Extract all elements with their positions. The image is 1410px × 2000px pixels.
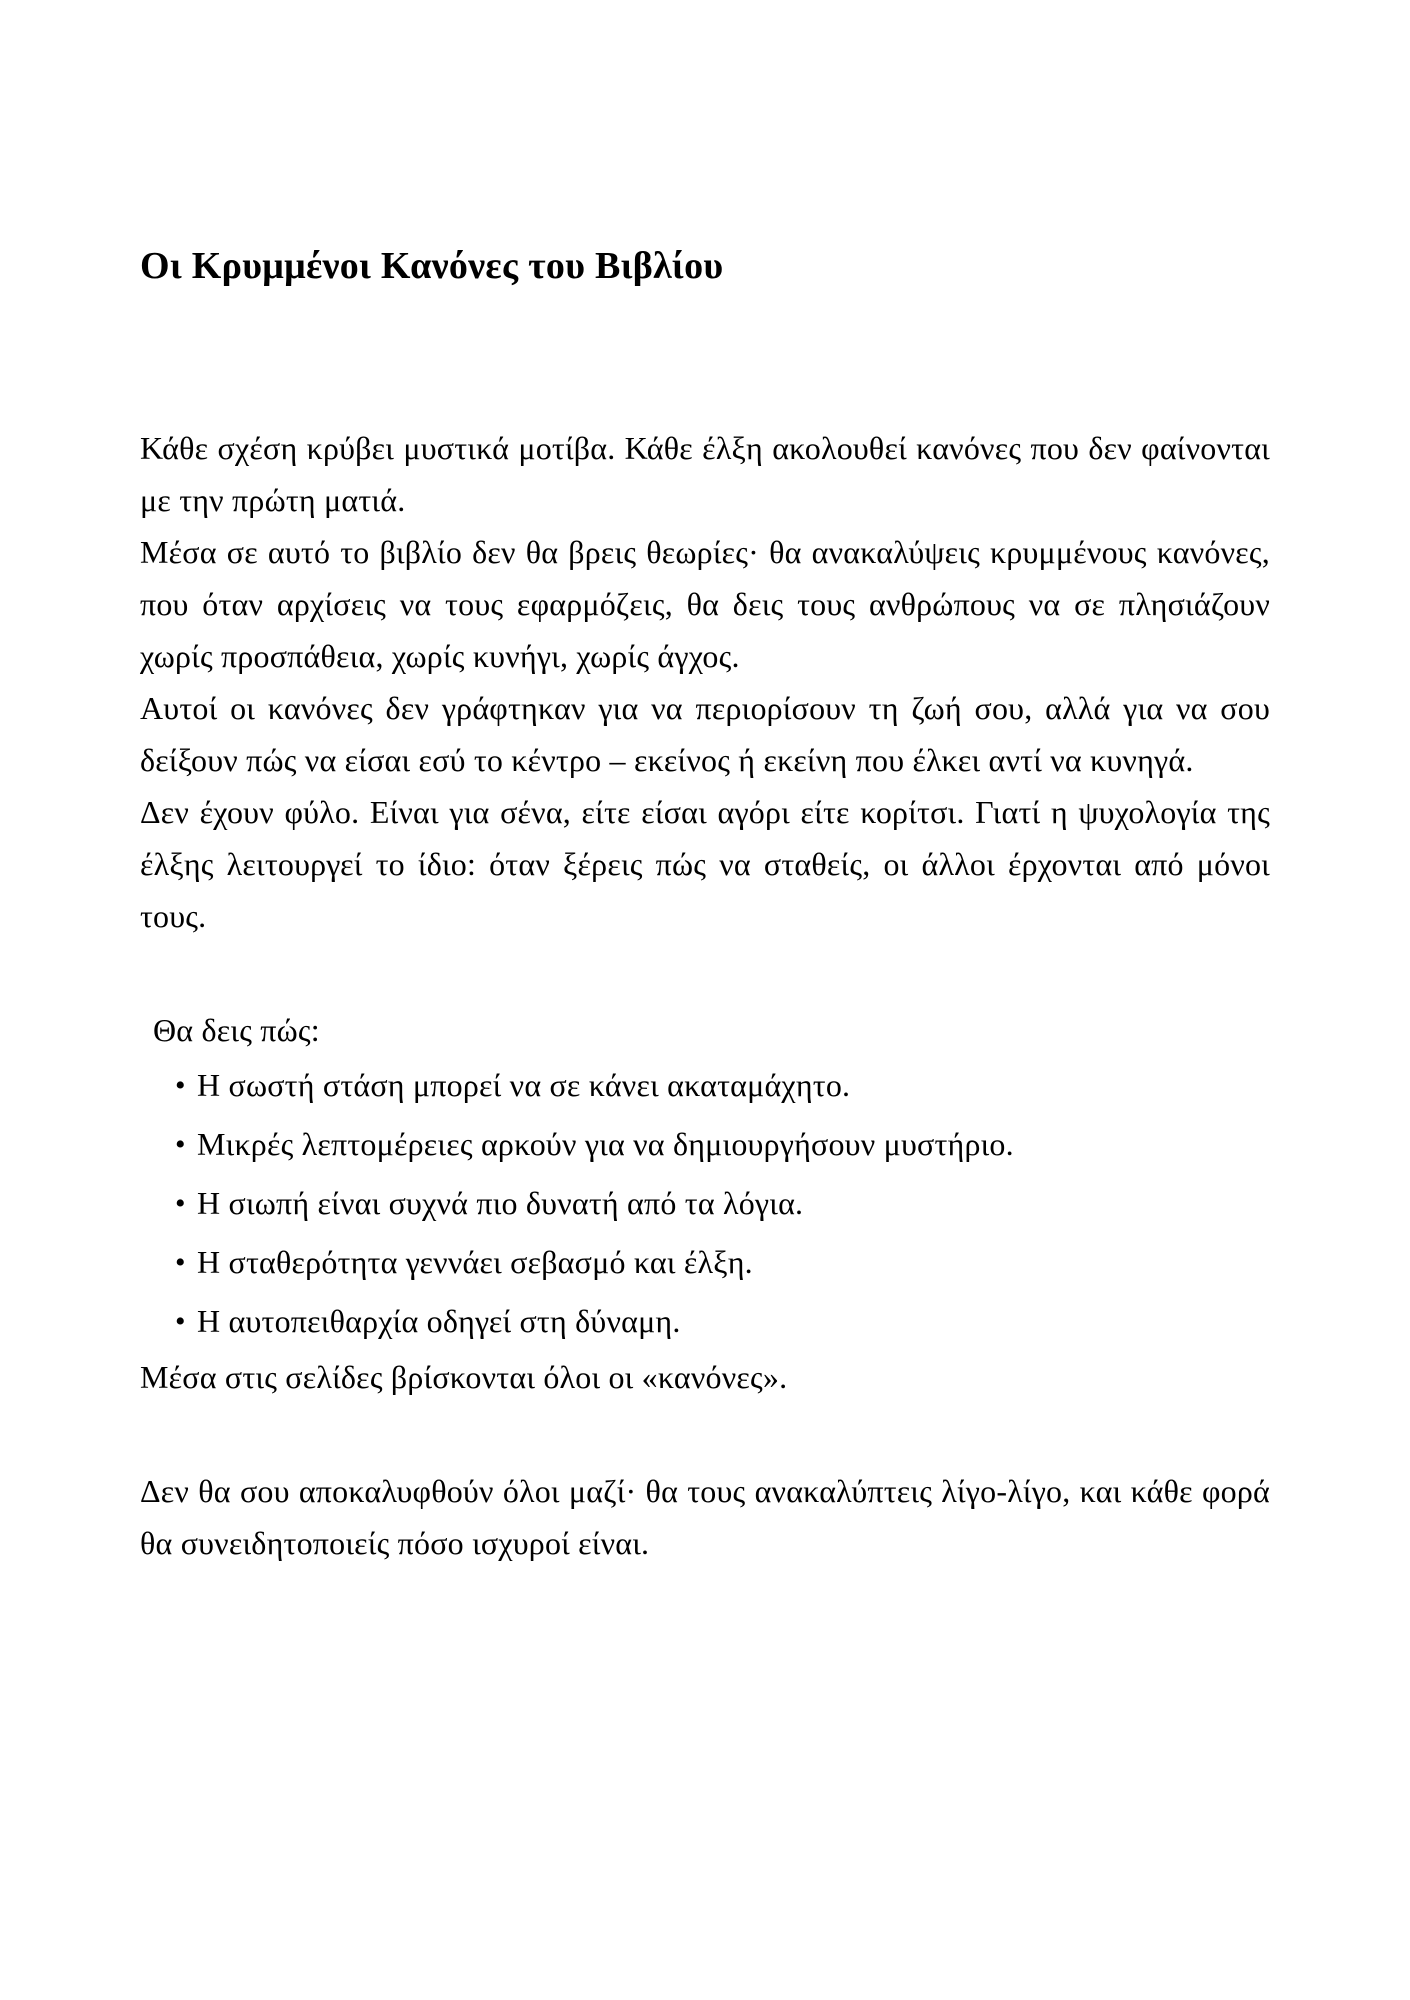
rule-item-2 (175, 1115, 1270, 1174)
rules-list (140, 1056, 1270, 1351)
bullet-icon: • (175, 1187, 186, 1220)
rule-item-text: Η σιωπή είναι συχνά πιο δυνατή από τα λόγια. (197, 1185, 804, 1221)
bullet-icon: • (175, 1069, 186, 1102)
page-title: Οι Κρυμμένοι Κανόνες του Βιβλίου (140, 245, 724, 287)
list-outro: Μέσα στις σελίδες βρίσκονται όλοι οι «κανόνες». (140, 1359, 788, 1395)
bullet-icon: • (175, 1305, 186, 1338)
rule-item-text: Η σωστή στάση μπορεί να σε κάνει ακαταμάχητο. (197, 1067, 851, 1103)
bullet-icon: • (175, 1128, 186, 1161)
rule-item-1 (175, 1056, 1270, 1115)
rule-item-4 (175, 1233, 1270, 1292)
closing-paragraph: Δεν θα σου αποκαλυφθούν όλοι μαζί· θα τους ανακαλύπτεις λίγο-λίγο, και κάθε φορά θα συνειδητοποιείς πόσο ισχυροί είναι. (140, 1473, 1270, 1561)
rule-item-text: Μικρές λεπτομέρειες αρκούν για να δημιουργήσουν μυστήριο. (197, 1126, 1014, 1162)
rule-item-text: Η αυτοπειθαρχία οδηγεί στη δύναμη. (197, 1303, 681, 1339)
bullet-icon: • (175, 1246, 186, 1279)
paragraph-2: Μέσα σε αυτό το βιβλίο δεν θα βρεις θεωρίες· θα ανακαλύψεις κρυμμένους κανόνες, που όταν αρχίσεις να τους εφαρμόζεις, θα δεις τους ανθρώπους να σε πλησιάζουν χωρίς προσπάθεια, χωρίς κυνήγι, χωρίς άγχος. (140, 534, 1270, 674)
rule-item-3 (175, 1174, 1270, 1233)
section-gap (140, 942, 1270, 1004)
paragraph-4: Δεν έχουν φύλο. Είναι για σένα, είτε είσαι αγόρι είτε κορίτσι. Γιατί η ψυχολογία της έλξης λειτουργεί το ίδιο: όταν ξέρεις πώς να σταθείς, οι άλλοι έρχονται από μόνοι τους. (140, 794, 1270, 934)
list-intro: Θα δεις πώς: (153, 1012, 320, 1048)
rule-item-5 (175, 1292, 1270, 1351)
paragraph-3: Αυτοί οι κανόνες δεν γράφτηκαν για να περιορίσουν τη ζωή σου, αλλά για να σου δείξουν πώς να είσαι εσύ το κέντρο – εκείνος ή εκείνη που έλκει αντί να κυνηγά. (140, 690, 1270, 778)
section-gap (140, 1403, 1270, 1465)
paragraph-1: Κάθε σχέση κρύβει μυστικά μοτίβα. Κάθε έλξη ακολουθεί κανόνες που δεν φαίνονται με την πρώτη ματιά. (140, 430, 1270, 518)
rule-item-text: Η σταθερότητα γεννάει σεβασμό και έλξη. (197, 1244, 753, 1280)
